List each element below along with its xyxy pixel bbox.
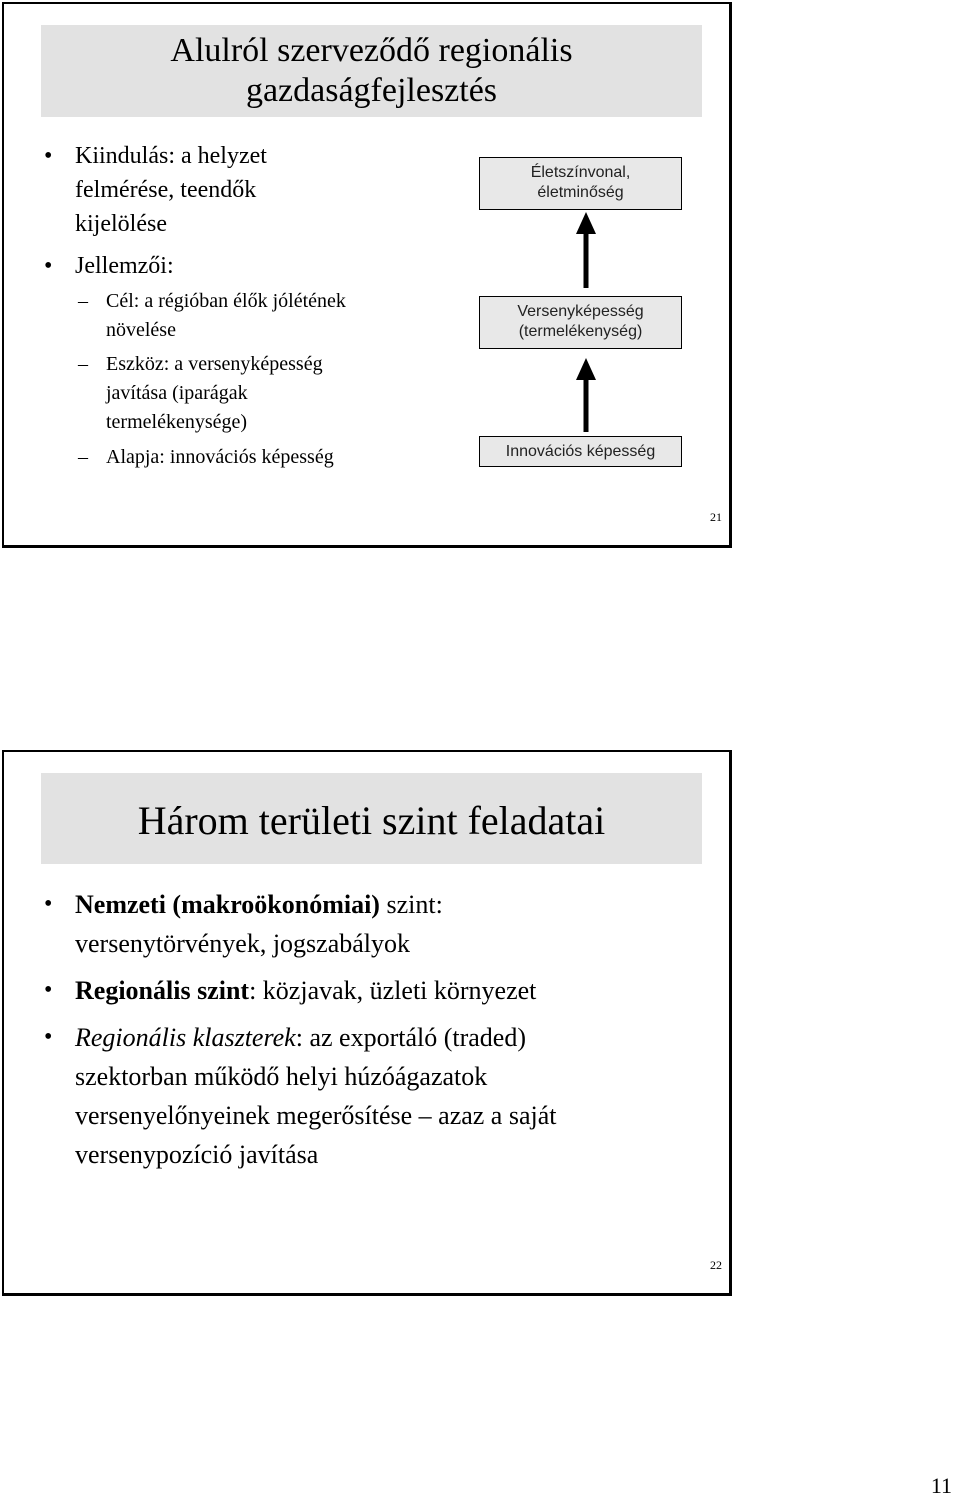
box-innovation: Innovációs képesség xyxy=(479,436,682,467)
sub-bullet-item: – Cél: a régióban élők jólétének növelése xyxy=(40,287,460,345)
bullet-item: • Jellemzői: xyxy=(40,249,460,283)
slide-21 xyxy=(2,2,732,548)
slide-title: Három területi szint feladatai xyxy=(41,773,702,864)
slide-22 xyxy=(2,750,732,1296)
slide-number: 21 xyxy=(710,510,722,524)
bullet-item: • Regionális szint: közjavak, üzleti környezet xyxy=(40,971,720,1010)
arrow-up-icon xyxy=(574,358,598,432)
arrow-up-icon xyxy=(574,212,598,288)
page-number: 11 xyxy=(930,1473,952,1498)
bullet-item: • Nemzeti (makroökonómiai) szint: versenytörvények, jogszabályok xyxy=(40,885,720,963)
bullet-item: • Kiindulás: a helyzet felmérése, teendők kijelölése xyxy=(40,139,460,241)
sub-bullet-item: – Alapja: innovációs képesség xyxy=(40,443,460,472)
box-competitiveness: Versenyképesség (termelékenység) xyxy=(479,296,682,349)
slide-title: Alulról szerveződő regionális gazdaságfejlesztés xyxy=(41,25,702,117)
sub-bullet-item: – Eszköz: a versenyképesség javítása (iparágak termelékenysége) xyxy=(40,350,460,437)
bullet-list xyxy=(40,885,720,1174)
slide-number: 22 xyxy=(710,1258,722,1272)
bullet-item: • Regionális klaszterek: az exportáló (traded) szektorban működő helyi húzóágazatok versenyelőnyeinek megerősítése – azaz a saját versenypozíció javítása xyxy=(40,1018,720,1174)
box-living-standard: Életszínvonal, életminőség xyxy=(479,157,682,210)
bullet-list xyxy=(40,139,460,472)
